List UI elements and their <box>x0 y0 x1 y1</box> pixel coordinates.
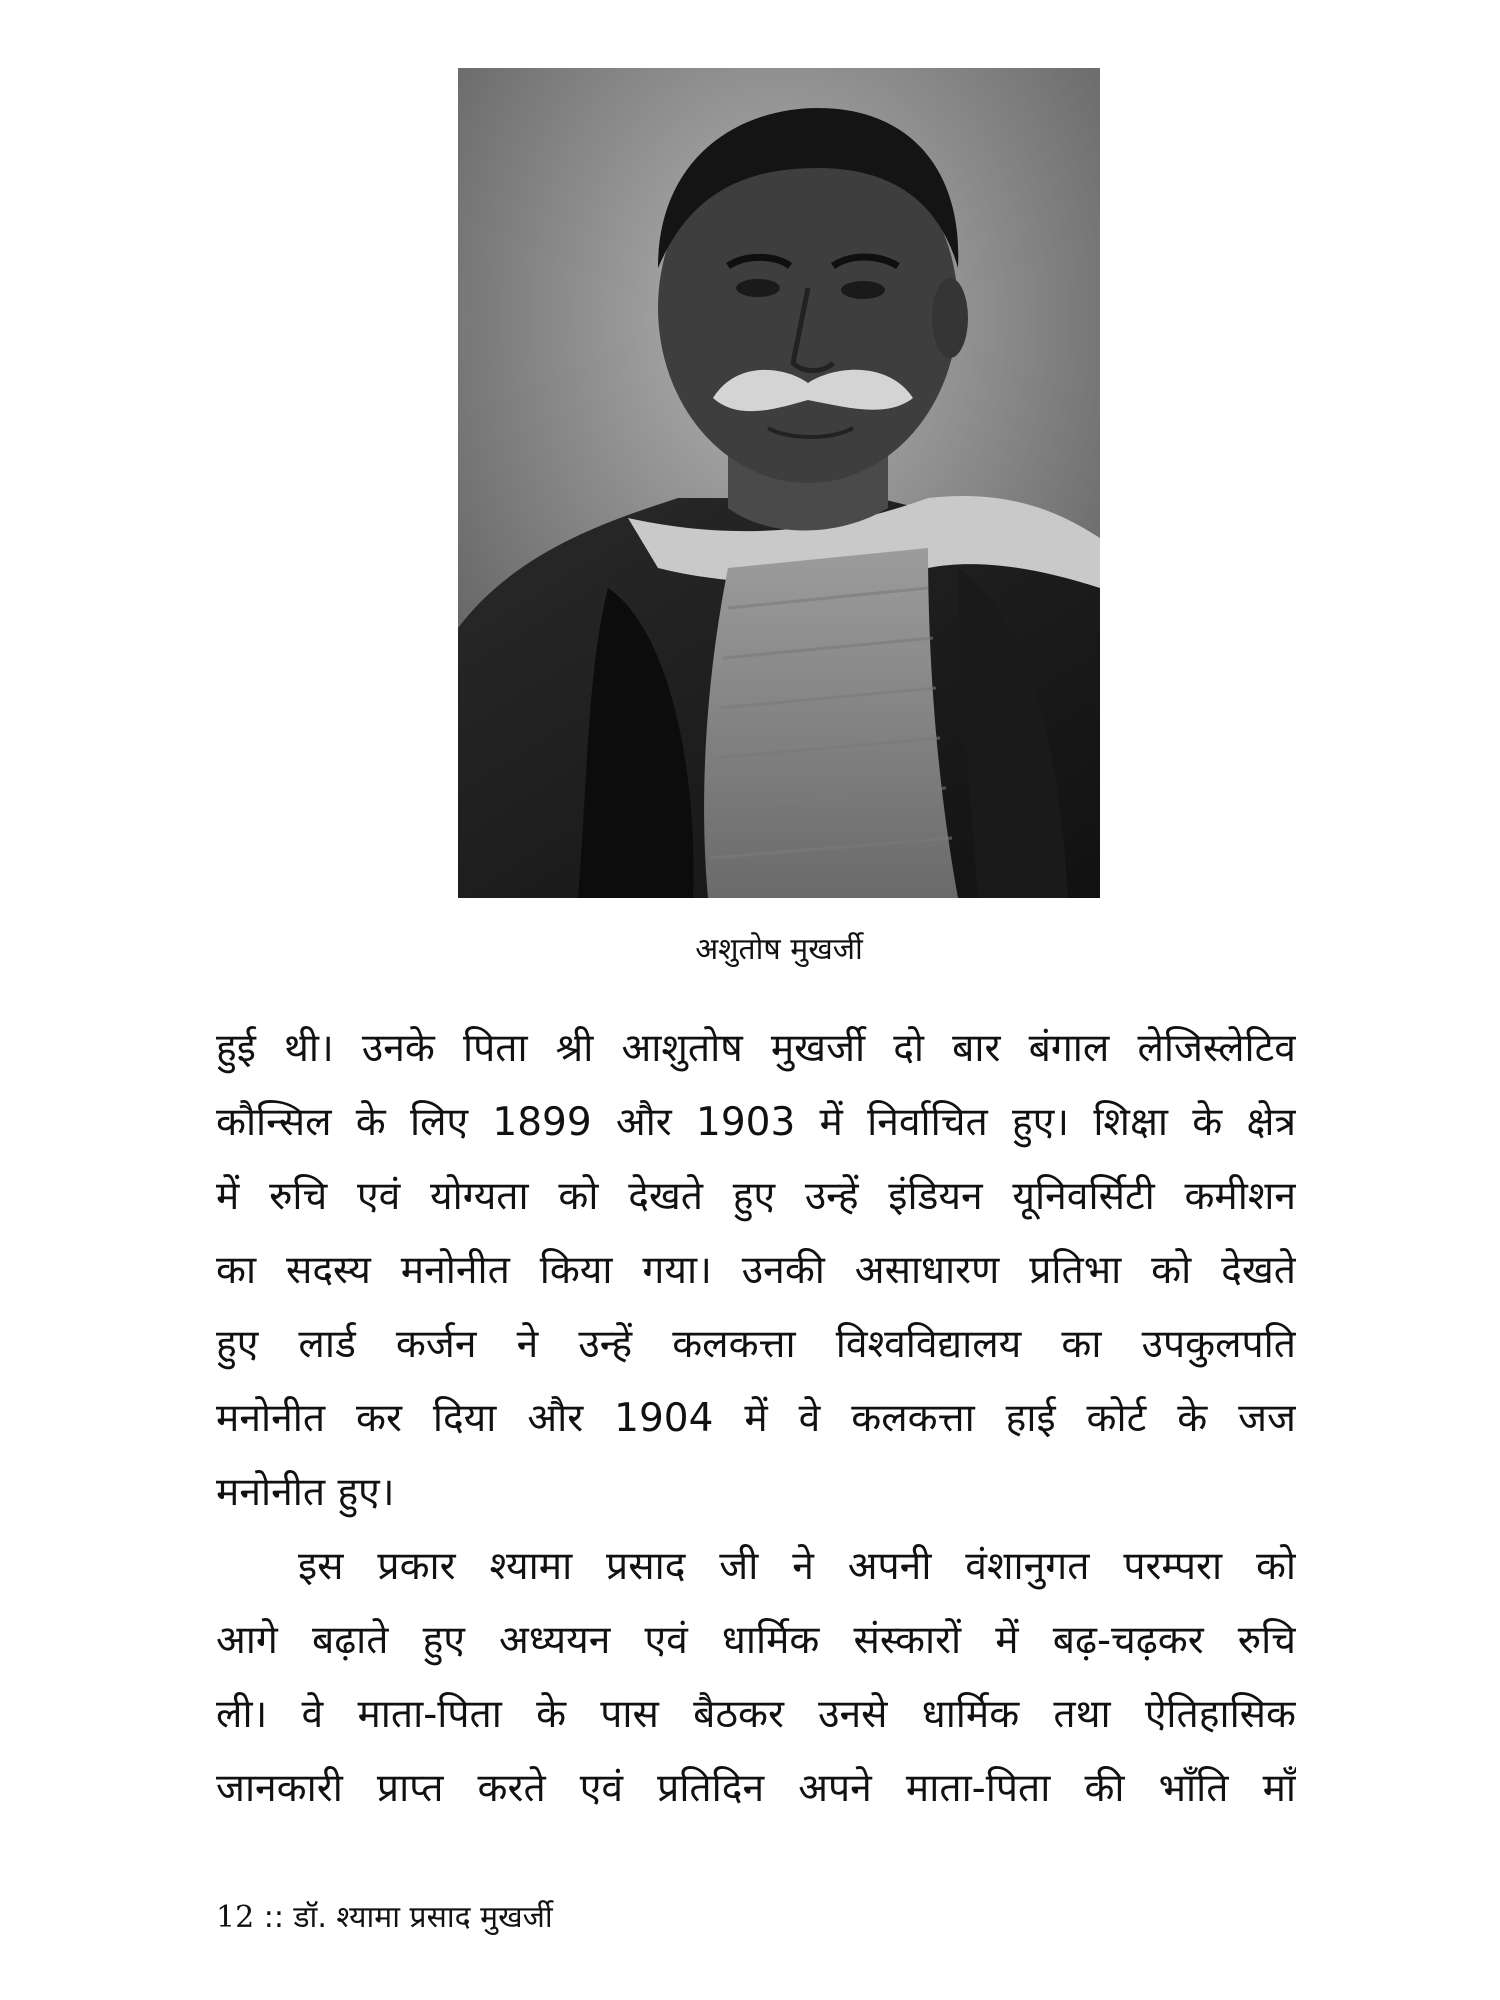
paragraph-1 <box>216 1012 1296 1530</box>
text-line: कौन्सिल के लिए 1899 और 1903 में निर्वाचित हुए। शिक्षा के क्षेत्र <box>216 1100 1296 1145</box>
text-line: इस प्रकार श्यामा प्रसाद जी ने अपनी वंशानुगत परम्परा को <box>298 1544 1296 1589</box>
text-line: जानकारी प्राप्त करते एवं प्रतिदिन अपने माता-पिता की भाँति माँ <box>216 1766 1296 1811</box>
text-line: ली। वे माता-पिता के पास बैठकर उनसे धार्मिक तथा ऐतिहासिक <box>216 1692 1296 1737</box>
body-text <box>216 1012 1296 1826</box>
page-footer <box>216 1898 553 1938</box>
footer-separator: :: <box>263 1900 284 1935</box>
text-line: हुई थी। उनके पिता श्री आशुतोष मुखर्जी दो बार बंगाल लेजिस्लेटिव <box>216 1026 1296 1071</box>
text-line: मनोनीत हुए। <box>216 1470 395 1515</box>
text-line: आगे बढ़ाते हुए अध्ययन एवं धार्मिक संस्कारों में बढ़-चढ़कर रुचि <box>216 1618 1296 1663</box>
page-number: 12 <box>216 1900 255 1935</box>
text-line: हुए लार्ड कर्जन ने उन्हें कलकत्ता विश्वविद्यालय का उपकुलपति <box>216 1322 1296 1367</box>
text-line: का सदस्य मनोनीत किया गया। उनकी असाधारण प्रतिभा को देखते <box>216 1248 1296 1293</box>
text-line: में रुचि एवं योग्यता को देखते हुए उन्हें इंडियन यूनिवर्सिटी कमीशन <box>216 1174 1296 1219</box>
paragraph-2 <box>216 1530 1296 1826</box>
portrait-photo <box>458 68 1100 898</box>
portrait-caption: अशुतोष मुखर्जी <box>695 932 863 967</box>
text-line: मनोनीत कर दिया और 1904 में वे कलकत्ता हाई कोर्ट के जज <box>216 1396 1296 1441</box>
portrait-illustration <box>458 68 1100 898</box>
footer-book-title: डॉ. श्यामा प्रसाद मुखर्जी <box>293 1900 553 1935</box>
